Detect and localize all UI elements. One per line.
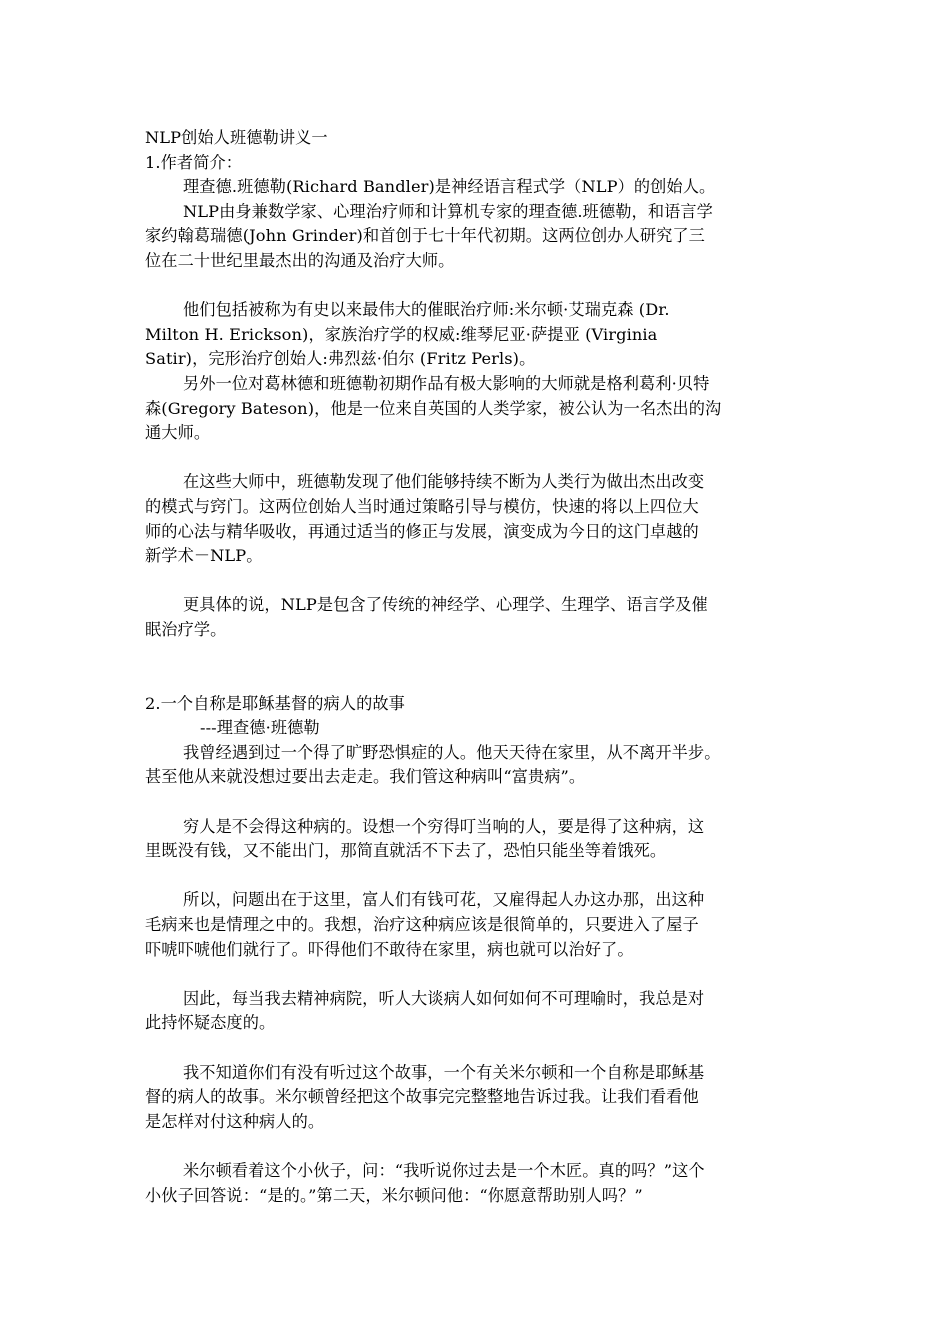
s1-p5-line-4: 新学术－NLP。: [145, 546, 263, 566]
s2-p2-line-1: 穷人是不会得这种病的。设想一个穷得叮当响的人，要是得了这种病，这: [183, 816, 705, 836]
s2-p1-line-2: 甚至他从来就没想过要出去走走。我们管这种病叫“富贵病”。: [145, 767, 586, 787]
s1-p1-line-1: 理查德.班德勒(Richard Bandler)是神经语言程式学（NLP）的创始人。: [183, 177, 716, 197]
s2-p3-line-1: 所以，问题出在于这里，富人们有钱可花，又雇得起人办这办那，出这种: [183, 890, 705, 910]
s1-p5-line-1: 在这些大师中，班德勒发现了他们能够持续不断为人类行为做出杰出改变: [183, 472, 705, 492]
s1-p4-line-1: 另外一位对葛林德和班德勒初期作品有极大影响的大师就是格利葛利·贝特: [183, 373, 710, 393]
document-title: NLP创始人班德勒讲义一: [145, 128, 328, 147]
s1-p3-line-1: 他们包括被称为有史以来最伟大的催眠治疗师:米尔顿·艾瑞克森 (Dr.: [183, 300, 670, 320]
s1-p3-line-3: Satir)，完形治疗创始人:弗烈兹·伯尔 (Fritz Perls)。: [145, 349, 536, 369]
section-2-byline: ---理查德·班德勒: [200, 718, 320, 738]
s1-p2-line-2: 家约翰葛瑞德(John Grinder)和首创于七十年代初期。这两位创办人研究了三: [145, 226, 705, 246]
section-1-heading: 1.作者简介：: [145, 152, 243, 172]
s2-p6-line-2: 小伙子回答说：“是的。”第二天，米尔顿问他：“你愿意帮助别人吗？”: [145, 1185, 643, 1205]
s1-p5-line-2: 的模式与窍门。这两位创始人当时通过策略引导与模仿，快速的将以上四位大: [145, 496, 699, 516]
s2-p5-line-1: 我不知道你们有没有听过这个故事，一个有关米尔顿和一个自称是耶稣基: [183, 1062, 705, 1082]
s2-p6-line-1: 米尔顿看着这个小伙子，问：“我听说你过去是一个木匠。真的吗？”这个: [183, 1160, 705, 1180]
s1-p6-line-2: 眠治疗学。: [145, 619, 227, 639]
s1-p4-line-2: 森(Gregory Bateson)，他是一位来自英国的人类学家，被公认为一名杰出的沟: [145, 398, 722, 418]
s2-p3-line-2: 毛病来也是情理之中的。我想，治疗这种病应该是很简单的，只要进入了屋子: [145, 915, 699, 934]
s2-p4-line-1: 因此，每当我去精神病院，听人大谈病人如何如何不可理喻时，我总是对: [183, 988, 705, 1008]
s2-p1-line-1: 我曾经遇到过一个得了旷野恐惧症的人。他天天待在家里，从不离开半步。: [183, 742, 721, 762]
section-2-heading: 2.一个自称是耶稣基督的病人的故事: [145, 693, 405, 713]
s2-p5-line-3: 是怎样对付这种病人的。: [145, 1111, 325, 1131]
s1-p2-line-1: NLP由身兼数学家、心理治疗师和计算机专家的理查德.班德勒，和语言学: [183, 201, 713, 221]
s2-p5-line-2: 督的病人的故事。米尔顿曾经把这个故事完完整整地告诉过我。让我们看看他: [145, 1087, 699, 1107]
s1-p5-line-3: 师的心法与精华吸收，再通过适当的修正与发展，演变成为今日的这门卓越的: [145, 521, 699, 541]
s1-p3-line-2: Milton H. Erickson)，家族治疗学的权威:维琴尼亚·萨提亚 (Virginia: [145, 324, 658, 344]
s1-p2-line-3: 位在二十世纪里最杰出的沟通及治疗大师。: [145, 250, 455, 270]
s1-p6-line-1: 更具体的说，NLP是包含了传统的神经学、心理学、生理学、语言学及催: [183, 595, 708, 615]
document-page: [145, 126, 810, 1208]
s2-p2-line-2: 里既没有钱，又不能出门，那简直就活不下去了，恐怕只能坐等着饿死。: [145, 841, 667, 861]
s2-p3-line-3: 吓唬吓唬他们就行了。吓得他们不敢待在家里，病也就可以治好了。: [145, 939, 634, 959]
s1-p4-line-3: 通大师。: [145, 423, 211, 443]
s2-p4-line-2: 此持怀疑态度的。: [145, 1013, 276, 1033]
